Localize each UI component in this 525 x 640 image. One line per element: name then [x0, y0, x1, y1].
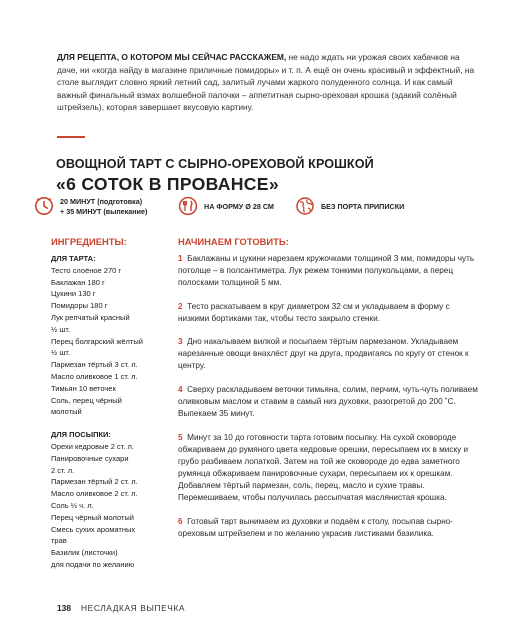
ingredient-line: Смесь сухих ароматных	[51, 524, 136, 534]
ingredient-line: Цукини 130 г	[51, 289, 96, 299]
recipe-title-line2: «6 СОТОК В ПРОВАНСЕ»	[56, 174, 279, 194]
clock-icon	[34, 196, 54, 216]
globe-icon	[295, 196, 315, 216]
step-text: Тесто раскатываем в круг диаметром 32 см и укладываем в форму с низкими бортиками так, чтобы тесто закрыло стенки.	[178, 301, 450, 323]
step-text: Минут за 10 до готовности тарта готовим посыпку. На сухой сковороде обжариваем до румяного цвета кедровые орешки, пересыпаем их в миску и грубо разбиваем лопаткой. Затем на той же сковороде до едва заметного румянца обжариваем панировочные сухари, пересыпаем их к орешкам. Добавляем тёртый пармезан, соль, перец, масло и сухие травы. Перемешиваем, чтобы получилась рассыпчатая маслянистая крошка.	[178, 432, 469, 503]
intro-text: не надо ждать ни урожая своих кабачков на даче, ни «когда найду в магазине приличные помидоры» и т. п. А ещё он очень красивый и эффектный, на столе выглядит словно яркий летний сад, залитый лучами жаркого полуденного солнца. И как самый важный финальный взмах волшебной палочки – аппетитная сырно-ореховая крошка (эдакий солёный штрейзель), которая завершает вкусовую картину.	[57, 52, 475, 112]
ingredient-line: Перец чёрный молотый	[51, 512, 134, 522]
step-item	[178, 384, 478, 420]
ingredient-line: Масло оливковое 2 ст. л.	[51, 489, 138, 499]
section-divider	[57, 136, 85, 138]
ingredients-list	[51, 253, 169, 571]
step-item	[178, 516, 478, 540]
step-number: 4	[178, 384, 183, 394]
intro-paragraph	[57, 51, 475, 114]
step-text: Дно накалываем вилкой и посыпаем тёртым пармезаном. Укладываем нарезанные овощи внахлёст друг на друга, продвигаясь по кругу от стенок к центру.	[178, 337, 469, 371]
crumb-ingredients	[51, 441, 169, 571]
ingredient-line: молотый	[51, 407, 82, 417]
ingredient-line: Перец болгарский жёлтый	[51, 336, 143, 346]
step-item	[178, 432, 478, 505]
fork-knife-icon	[178, 196, 198, 216]
ingredient-line: Пармезан тёртый 3 ст. л.	[51, 360, 138, 370]
tart-ingredients	[51, 265, 169, 418]
ingredient-line: Помидоры 180 г	[51, 301, 108, 311]
step-number: 5	[178, 432, 183, 442]
page-footer	[57, 603, 185, 613]
step-number: 3	[178, 337, 183, 347]
porta-note: БЕЗ ПОРТА ПРИПИСКИ	[321, 202, 405, 211]
ingredient-line: Тесто слоёное 270 г	[51, 265, 122, 275]
meta-porta	[295, 196, 404, 216]
step-number: 1	[178, 254, 183, 263]
steps-list	[178, 253, 478, 551]
ingredient-line: Лук репчатый красный	[51, 312, 130, 322]
ingredient-line: трав	[51, 536, 67, 546]
form-size: НА ФОРМУ Ø 28 СМ	[204, 202, 274, 211]
ingredient-line: ½ шт.	[51, 348, 71, 358]
ingredient-line: ½ шт.	[51, 324, 71, 334]
ingredient-line: Баклажан 180 г	[51, 277, 105, 287]
step-text: Готовый тарт вынимаем из духовки и подаём к столу, посыпав сырно-ореховым штрейзелем и по желанию украсив листиками базилика.	[178, 516, 453, 538]
step-item	[178, 301, 478, 325]
crumb-subheading: ДЛЯ ПОСЫПКИ:	[51, 430, 111, 440]
ingredient-line: для подачи по желанию	[51, 559, 135, 569]
steps-heading: НАЧИНАЕМ ГОТОВИТЬ:	[178, 236, 289, 247]
page-number: 138	[57, 603, 71, 613]
ingredient-line: Орехи кедровые 2 ст. л.	[51, 441, 134, 451]
intro-lead: ДЛЯ РЕЦЕПТА, О КОТОРОМ МЫ СЕЙЧАС РАССКАЖЕМ,	[57, 52, 287, 62]
time-bake: + 35 МИНУТ (выпекание)	[60, 207, 148, 216]
ingredient-line: Пармезан тёртый 2 ст. л.	[51, 477, 138, 487]
step-number: 6	[178, 516, 183, 526]
ingredient-line: Панировочные сухари	[51, 453, 129, 463]
section-name: НЕСЛАДКАЯ ВЫПЕЧКА	[80, 603, 186, 613]
step-text: Сверху раскладываем веточки тимьяна, солим, перчим, чуть-чуть поливаем оливковым маслом и ставим в самый низ духовки, разогретой до 200 ˚С. Выпекаем 35 минут.	[178, 384, 478, 419]
step-item	[178, 336, 478, 372]
ingredient-line: Соль ½ ч. л.	[51, 500, 94, 510]
step-text: Баклажаны и цукини нарезаем кружочками толщиной 3 мм, помидоры чуть потолще – в полсантиметра. Лук режем тонкими полукольцами, а перец полосками толщиной 5 мм.	[178, 254, 475, 288]
ingredient-line: Базилик (листочки)	[51, 548, 118, 558]
time-prep: 20 МИНУТ (подготовка)	[60, 197, 143, 206]
recipe-title-line1: ОВОЩНОЙ ТАРТ С СЫРНО-ОРЕХОВОЙ КРОШКОЙ	[56, 157, 374, 171]
step-item	[178, 253, 478, 289]
step-number: 2	[178, 301, 183, 311]
ingredient-line: Тимьян 10 веточек	[51, 383, 116, 393]
meta-form	[178, 196, 274, 216]
meta-time	[34, 196, 147, 217]
ingredient-line: Масло оливковое 1 ст. л.	[51, 371, 138, 381]
ingredient-line: 2 ст. л.	[51, 465, 75, 475]
ingredient-line: Соль, перец чёрный	[51, 395, 122, 405]
ingredients-heading: ИНГРЕДИЕНТЫ:	[51, 236, 127, 247]
tart-subheading: ДЛЯ ТАРТА:	[51, 254, 96, 263]
